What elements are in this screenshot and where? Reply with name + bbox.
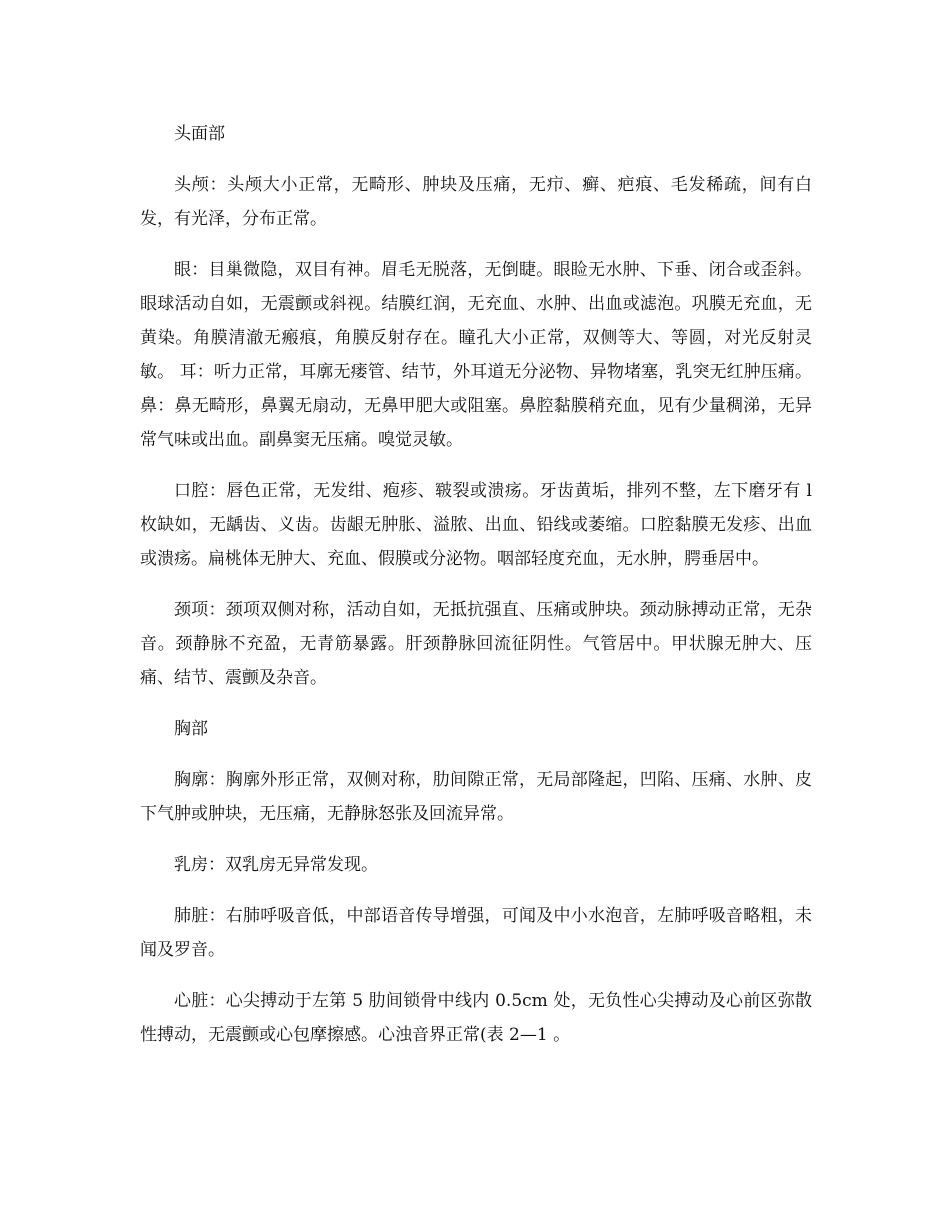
paragraph-neck: 颈项：颈项双侧对称，活动自如，无抵抗强直、压痛或肿块。颈动脉搏动正常，无杂音。颈静脉不充盈，无青筋暴露。肝颈静脉回流征阴性。气管居中。甲状腺无肿大、压痛、结节、震颤及杂音。 xyxy=(140,600,812,688)
paragraph-heart: 心脏：心尖搏动于左第 5 肋间锁骨中线内 0.5cm 处，无负性心尖搏动及心前区弥散性搏动，无震颤或心包摩擦感。心浊音界正常(表 2—1 。 xyxy=(140,991,812,1045)
paragraph-thorax: 胸廓：胸廓外形正常，双侧对称，肋间隙正常，无局部隆起，凹陷、压痛、水肿、皮下气肿或肿块，无压痛，无静脉怒张及回流异常。 xyxy=(140,770,812,824)
document-body xyxy=(140,117,812,1069)
paragraph-eye-ear-nose: 眼：目巢微隐，双目有神。眉毛无脱落，无倒睫。眼睑无水肿、下垂、闭合或歪斜。眼球活动自如，无震颤或斜视。结膜红润，无充血、水肿、出血或滤泡。巩膜无充血，无黄染。角膜清澈无瘢痕，角膜反射存在。瞳孔大小正常，双侧等大、等圆，对光反射灵敏。 耳：听力正常，耳廓无瘘管、结节，外耳道无分泌物、异物堵塞，乳突无红肿压痛。 鼻：鼻无畸形，鼻翼无扇动，无鼻甲肥大或阻塞。鼻腔黏膜稍充血，见有少量稠涕，无异常气味或出血。副鼻窦无压痛。嗅觉灵敏。 xyxy=(140,260,812,450)
section-heading-head-face: 头面部 xyxy=(174,124,225,144)
section-heading-chest: 胸部 xyxy=(174,719,208,739)
paragraph-skull: 头颅：头颅大小正常，无畸形、肿块及压痛，无疖、癣、疤痕、毛发稀疏，间有白发，有光泽，分布正常。 xyxy=(140,175,812,229)
paragraph-breast: 乳房：双乳房无异常发现。 xyxy=(174,855,378,875)
paragraph-lung: 肺脏：右肺呼吸音低，中部语音传导增强，可闻及中小水泡音，左肺呼吸音略粗，未闻及罗音。 xyxy=(140,906,812,960)
paragraph-oral-cavity: 口腔：唇色正常，无发绀、疱疹、皲裂或溃疡。牙齿黄垢，排列不整，左下磨牙有 l 枚缺如，无龋齿、义齿。齿龈无肿胀、溢脓、出血、铅线或萎缩。口腔黏膜无发疹、出血或溃疡。扁桃体无肿大、充血、假膜或分泌物。咽部轻度充血，无水肿，腭垂居中。 xyxy=(140,481,812,569)
